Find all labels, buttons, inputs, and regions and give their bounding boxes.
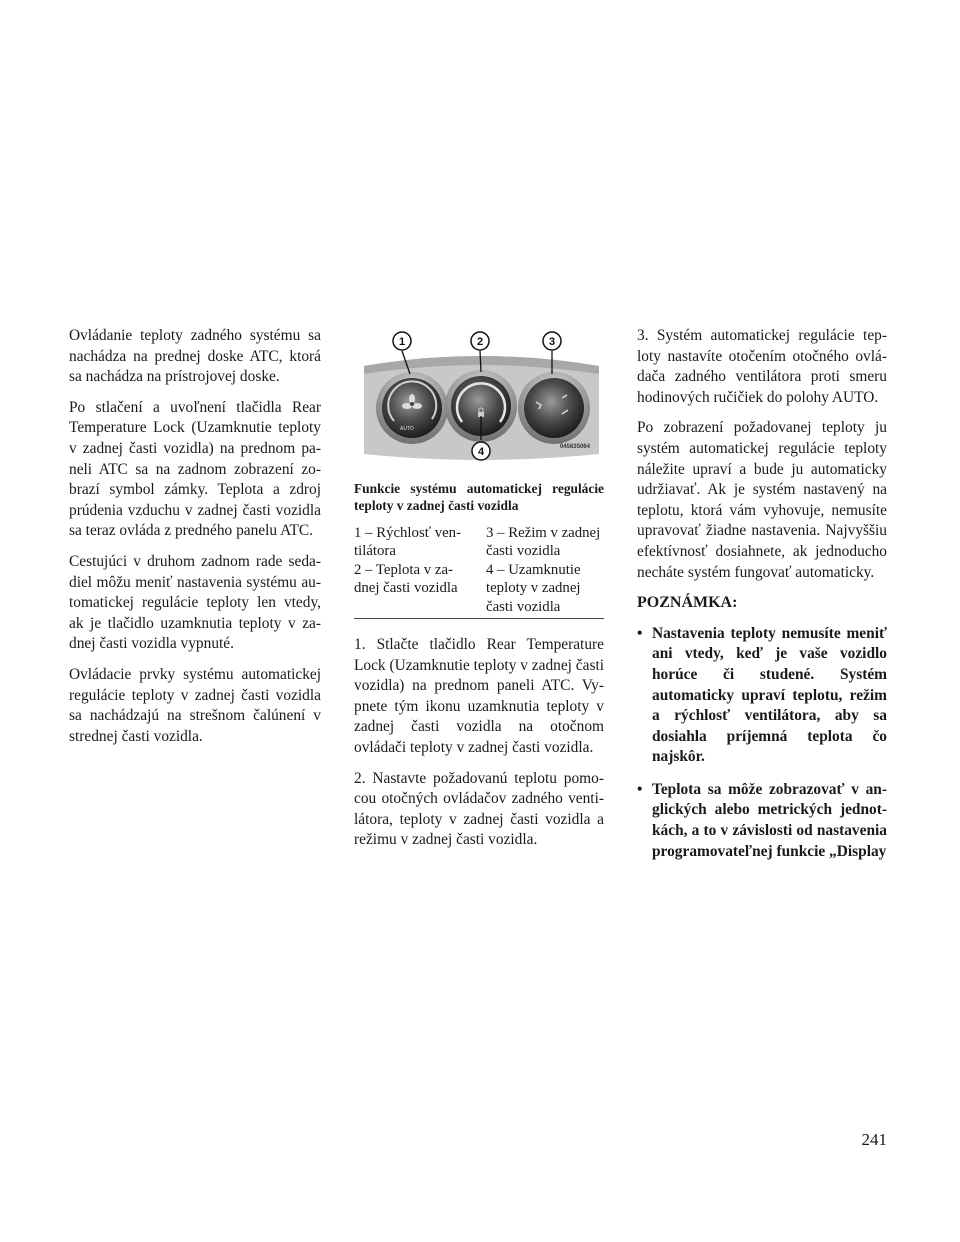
paragraph: Cestujúci v druhom zadnom rade sedadiel môžu meniť nastavenia systému automatickej regulácie teploty len vtedy, ak je tlačidlo uzamknutia teploty v zadnej časti vozidla vypnuté.: [69, 552, 321, 653]
callout-1: [393, 332, 411, 350]
callout-number: 4: [477, 446, 485, 458]
note-text: Teplota sa môže zobrazovať v anglických alebo metrických jednotkách, a to v závislosti od nastavenia programovateľnej funkcie „Display: [652, 780, 887, 860]
legend-item: 3 – Režim v zadnej časti vozidla: [486, 525, 601, 560]
callout-2: [471, 332, 489, 350]
bullet-marker: •: [637, 624, 643, 642]
left-column: [69, 326, 321, 757]
callout-3: [543, 332, 561, 350]
right-column: [637, 326, 887, 874]
note-text: Nastavenia teploty nemusíte meniť ani vtedy, keď je vaše vozidlo horúce či studené. Systém automaticky upraví teplotu, režim a rýchlosť ventilátora, aby sa dosiahla príjemná teplota čo najskôr.: [652, 624, 887, 766]
note-heading: POZNÁMKA:: [637, 594, 738, 612]
rear-atc-controls-figure: [354, 326, 604, 468]
note-list: [637, 624, 887, 863]
legend-item: 4 – Uzamknutie teploty v zadnej časti vozidla: [486, 561, 581, 615]
rear-mode-knob: [518, 372, 590, 444]
paragraph: Ovládanie teploty zadného systému sa nachádza na prednej doske ATC, ktorá sa nachádza na prístrojovej doske.: [69, 327, 321, 386]
note-item: [637, 780, 887, 862]
callout-number: 3: [548, 336, 556, 348]
paragraph: Po zobrazení požadovanej teploty ju systém automatickej regulácie teploty náležite upraví a bude ju automaticky udržiavať. Ak je systém nastavený na teplotu, ktorá vám vyhovuje, nemusíte upravovať žiadne nastavenia. Najvyššiu efektívnosť dosiahnete, ak jednoducho necháte systém fungovať automaticky.: [637, 419, 887, 581]
paragraph: Po stlačení a uvoľnení tlačidla Rear Temperature Lock (Uzamknutie teploty v zadnej časti vozidla) na prednom paneli ATC sa na zadnom zobrazení zobrazí symbol zámky. Teplota a zdroj prúdenia vzduchu v zadnej časti vozidla sa teraz ovláda z predného panelu ATC.: [69, 398, 321, 540]
callout-4: [472, 442, 490, 460]
fan-speed-knob: [376, 372, 448, 444]
legend-item: 1 – Rýchlosť ventilátora: [354, 525, 462, 560]
note-item: [637, 624, 887, 768]
page-number: 241: [861, 1130, 887, 1149]
auto-label: AUTO: [400, 426, 414, 432]
paragraph: Ovládacie prvky systému automatickej regulácie teploty v zadnej časti vozidla sa nachádzajú na strešnom čalúnení v strednej časti vozidla.: [69, 665, 321, 745]
figure-legend: [354, 524, 604, 619]
callout-number: 1: [398, 336, 406, 348]
middle-column: [354, 326, 604, 861]
legend-item: 2 – Teplota v zadnej časti vozidla: [354, 561, 458, 597]
figure-caption: Funkcie systému automatickej regulácie teploty v zadnej časti vozidla: [354, 481, 604, 513]
paragraph: 1. Stlačte tlačidlo Rear Temperature Lock (Uzamknutie teploty v zadnej časti vozidla) na prednom paneli ATC. Vypnete tým ikonu uzamknutia teploty v zadnej časti vozidla na otočnom ovládači teploty v zadnej časti vozidla.: [354, 636, 605, 756]
legend-row: [354, 561, 604, 616]
bullet-marker: •: [637, 780, 643, 798]
paragraph: 3. Systém automatickej regulácie teploty nastavíte otočením otočného ovládača zadného ventilátora proti smeru hodinových ručičiek do polohy AUTO.: [637, 327, 887, 406]
legend-row: [354, 524, 604, 561]
callout-number: 2: [476, 336, 484, 348]
figure-code: 045635064: [559, 444, 590, 451]
paragraph: 2. Nastavte požadovanú teplotu pomocou otočných ovládačov zadného ventilátora, teploty v zadnej časti vozidla a režimu v zadnej časti vozidla.: [354, 769, 604, 849]
